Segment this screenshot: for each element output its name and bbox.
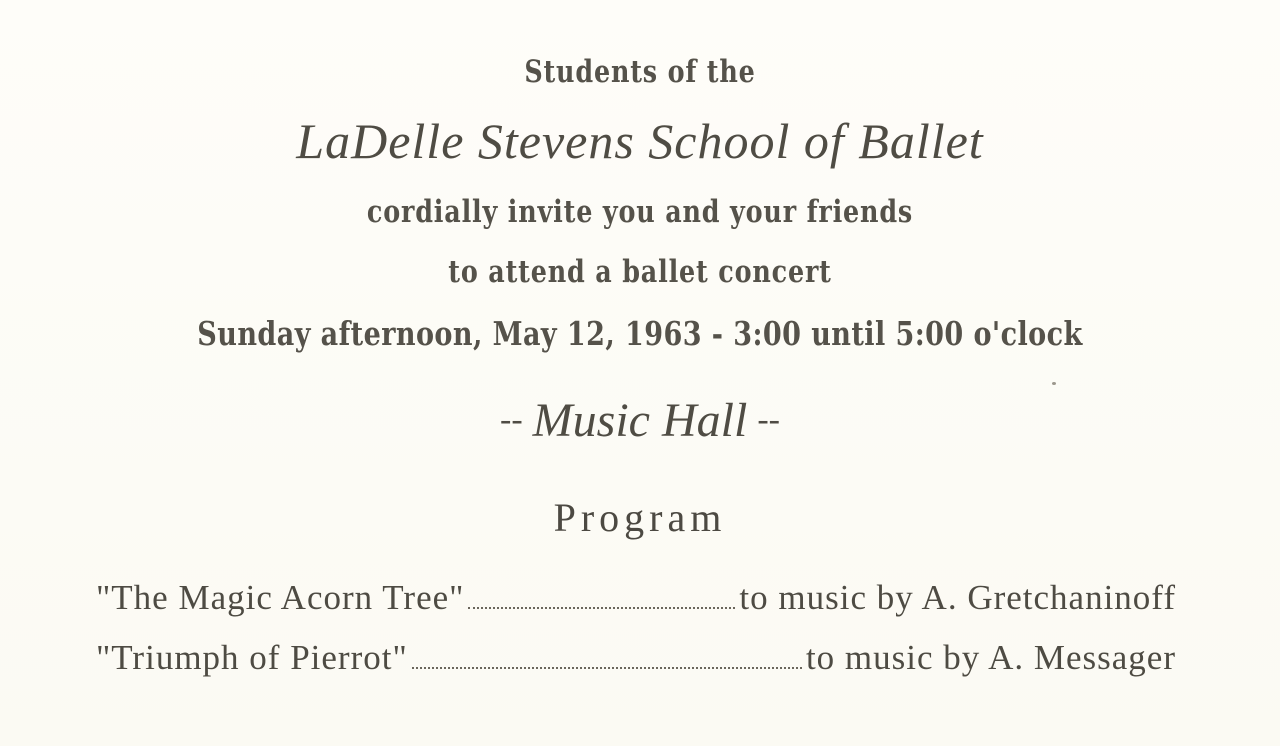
program-item bbox=[96, 578, 1176, 618]
program-composer: to music by A. Messager bbox=[805, 638, 1176, 677]
paper-speck bbox=[1052, 382, 1056, 385]
school-name: LaDelle Stevens School of Ballet bbox=[296, 113, 984, 169]
venue-name: Music Hall bbox=[532, 394, 748, 447]
program-title: Program bbox=[553, 495, 727, 540]
dot-leader bbox=[468, 607, 735, 609]
event-text: to attend a ballet concert bbox=[448, 254, 832, 290]
program-piece-title: "Triumph of Pierrot" bbox=[96, 638, 408, 677]
invitation-text: cordially invite you and your friends bbox=[366, 194, 914, 230]
program-item bbox=[96, 638, 1176, 678]
event-date-time: Sunday afternoon, May 12, 1963 - 3:00 until 5:00 o'clock bbox=[197, 314, 1083, 353]
venue bbox=[0, 393, 1280, 448]
venue-dash-left: -- bbox=[500, 401, 523, 438]
program-composer: to music by A. Gretchaninoff bbox=[739, 578, 1176, 617]
venue-dash-right: -- bbox=[757, 401, 780, 438]
program-piece-title: "The Magic Acorn Tree" bbox=[96, 578, 465, 617]
heading-students: Students of the bbox=[524, 54, 756, 90]
dot-leader bbox=[412, 667, 802, 669]
